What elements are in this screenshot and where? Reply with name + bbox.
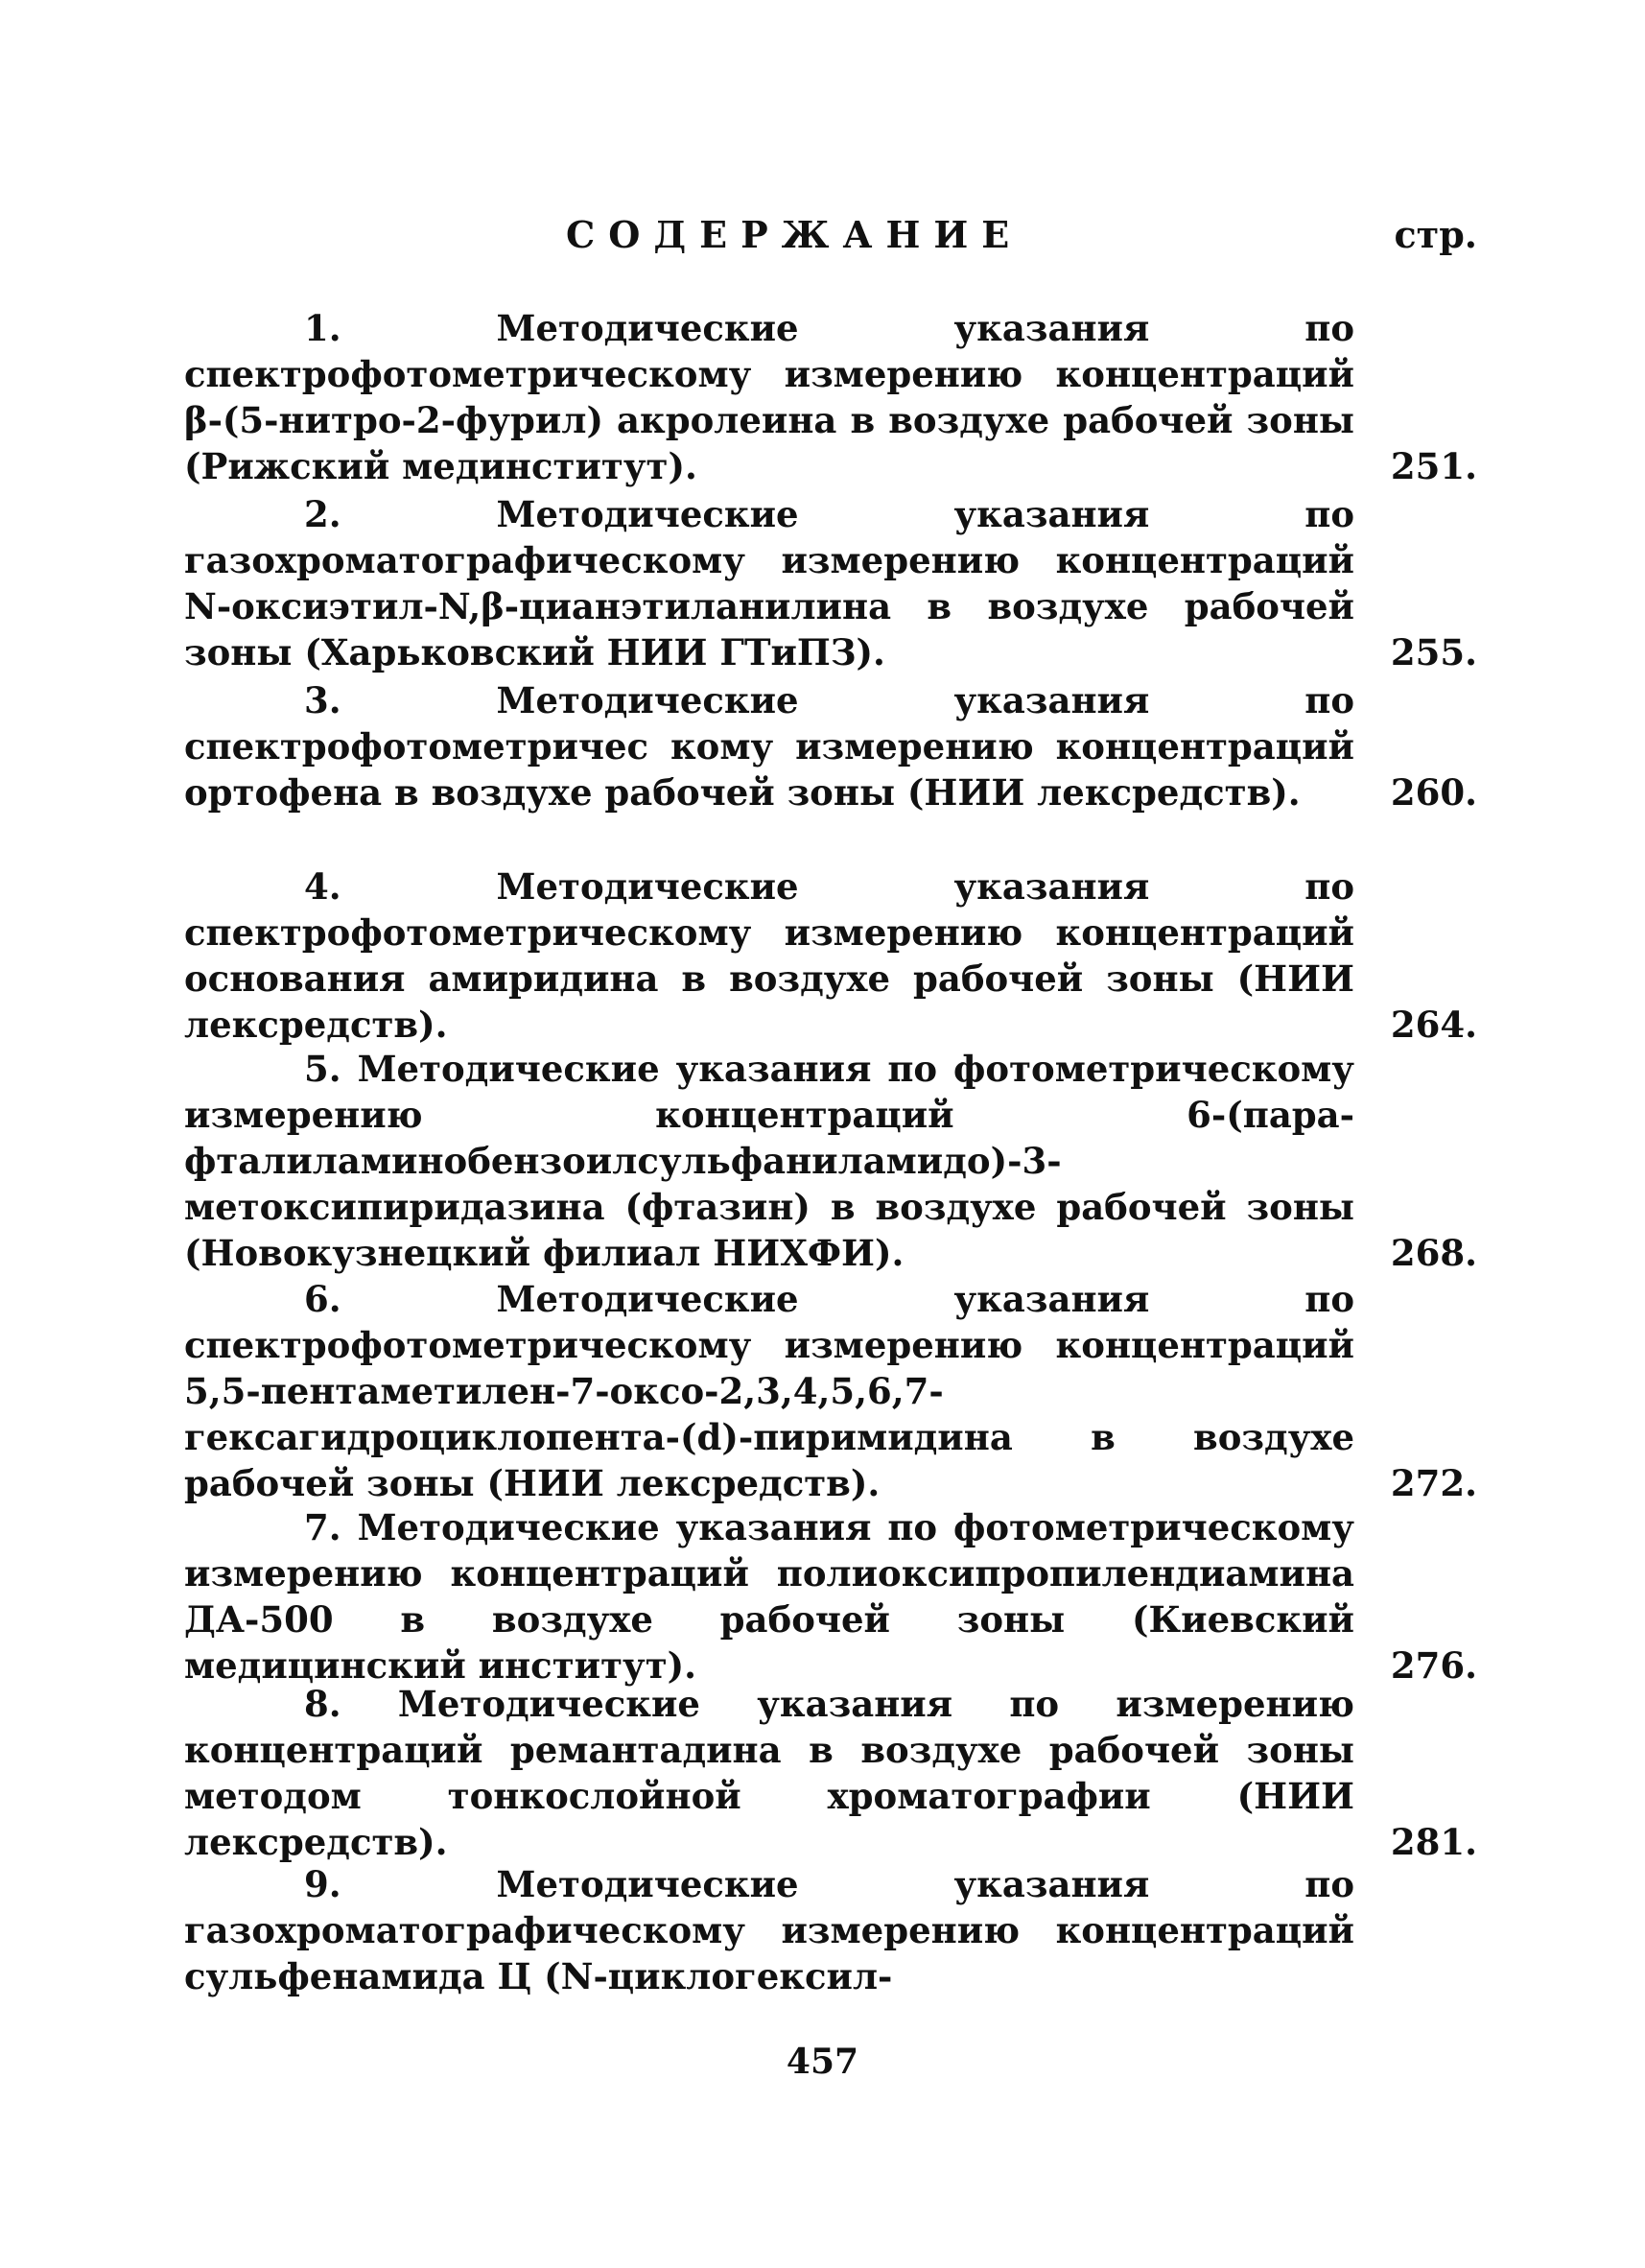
toc-entry-3 <box>184 677 1477 815</box>
toc-entry-8 <box>184 1681 1477 1865</box>
toc-entry-text: 1. Методические указания по спектрофотометрическому измерению концентраций β-(5-нитро-2-фурил) акролеина в воздухе рабочей зоны (Рижский мединститут). <box>184 307 1354 487</box>
page-number: 457 <box>786 2042 859 2082</box>
toc-entry-page: 268. <box>1390 1232 1477 1274</box>
toc-entry-6 <box>184 1276 1477 1506</box>
toc-entry-text: 6. Методические указания по спектрофотометрическому измерению концентраций 5,5-пентаметилен-7-оксо-2,3,4,5,6,7-гексагидроциклопента-(d)-пиримидина в воздухе рабочей зоны (НИИ лексредств). <box>184 1278 1354 1504</box>
toc-entry-text: 4. Методические указания по спектрофотометрическому измерению концентраций основания амиридина в воздухе рабочей зоны (НИИ лексредств). <box>184 865 1354 1046</box>
toc-entry-page: 272. <box>1390 1462 1477 1504</box>
toc-entry-7 <box>184 1504 1477 1689</box>
toc-entry-page: 281. <box>1390 1821 1477 1863</box>
toc-entry-text: 9. Методические указания по газохроматографическому измерению концентраций сульфенамида Ц (N-циклогексил- <box>184 1863 1354 1997</box>
toc-entry-text: 8. Методические указания по измерению концентраций ремантадина в воздухе рабочей зоны методом тонкослойной хроматографии (НИИ лексредств). <box>184 1683 1354 1863</box>
toc-entry-1 <box>184 305 1477 489</box>
toc-entry-9 <box>184 1861 1477 1999</box>
toc-entry-page: 251. <box>1390 445 1477 487</box>
toc-entry-page: 255. <box>1390 631 1477 673</box>
toc-entry-text: 3. Методические указания по спектрофотометричес кому измерению концентраций ортофена в воздухе рабочей зоны (НИИ лексредств). <box>184 679 1354 814</box>
contents-header <box>192 213 1477 271</box>
toc-entry-page: 264. <box>1390 1004 1477 1046</box>
toc-entry-2 <box>184 491 1477 675</box>
page-column-label: стр. <box>1394 213 1477 256</box>
toc-entry-4 <box>184 863 1477 1048</box>
toc-entry-5 <box>184 1046 1477 1276</box>
toc-entry-text: 7. Методические указания по фотометрическому измерению концентраций полиоксипропилендиамина ДА-500 в воздухе рабочей зоны (Киевский медицинский институт). <box>184 1506 1354 1687</box>
toc-entry-page: 260. <box>1390 771 1477 814</box>
page-title: СОДЕРЖАНИЕ <box>566 213 1023 256</box>
toc-entry-text: 5. Методические указания по фотометрическому измерению концентраций 6-(пара-фталиламинобензоилсульфаниламидо)-3-метоксипиридазина (фтазин) в воздухе рабочей зоны (Новокузнецкий филиал НИХФИ). <box>184 1048 1354 1274</box>
toc-entry-page: 276. <box>1390 1644 1477 1687</box>
toc-entry-text: 2. Методические указания по газохроматографическому измерению концентраций N-оксиэтил-N,β-цианэтиланилина в воздухе рабочей зоны (Харьковский НИИ ГТиПЗ). <box>184 493 1354 673</box>
